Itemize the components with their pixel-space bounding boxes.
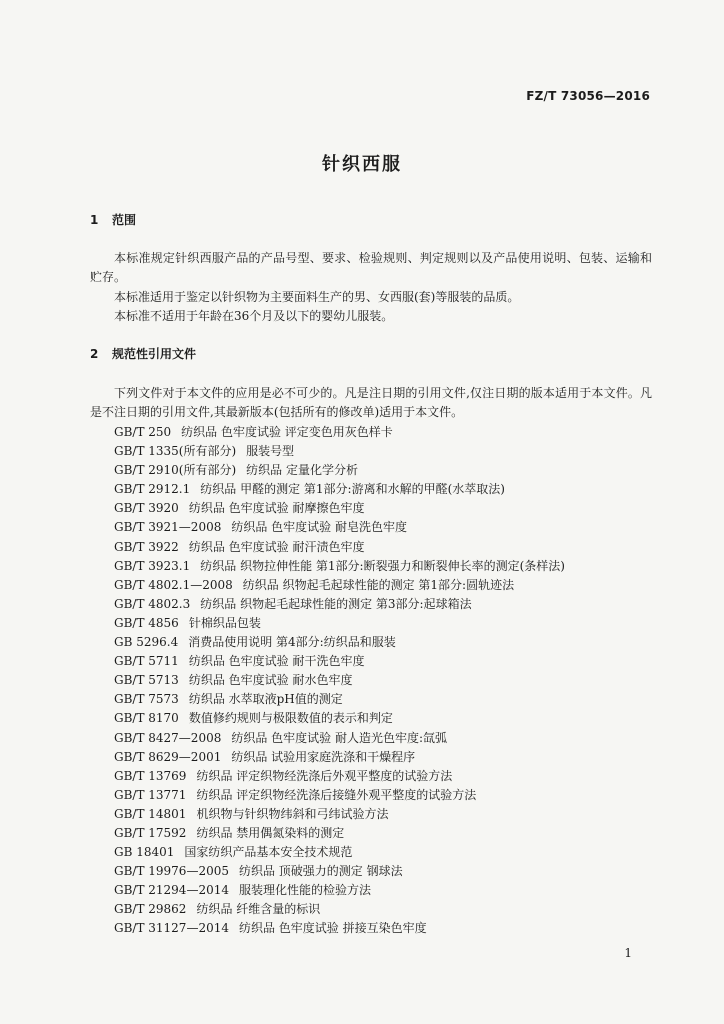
section-2-number: 2: [90, 347, 99, 361]
reference-code: GB/T 4856: [114, 615, 179, 630]
reference-title: 纺织品 试验用家庭洗涤和干燥程序: [231, 749, 416, 764]
reference-title: 纺织品 色牢度试验 拼接互染色牢度: [238, 921, 427, 936]
scope-paragraph-1: 本标准规定针织西服产品的产品号型、要求、检验规则、判定规则以及产品使用说明、包装、运输和贮存。: [90, 251, 652, 284]
reference-title: 纺织品 定量化学分析: [246, 463, 358, 478]
reference-item: [114, 576, 565, 595]
reference-code: GB/T 3923.1: [114, 558, 191, 573]
reference-title: 机织物与针织物纬斜和弓纬试验方法: [196, 806, 389, 821]
reference-item: [114, 824, 565, 843]
reference-title: 纺织品 色牢度试验 耐干洗色牢度: [188, 654, 365, 669]
reference-item: [114, 729, 565, 748]
scope-paragraph-3: 本标准不适用于年龄在36个月及以下的婴幼儿服装。: [114, 309, 394, 323]
reference-title: 纺织品 色牢度试验 耐汗渍色牢度: [188, 539, 365, 554]
reference-item: [114, 709, 565, 728]
reference-item: [114, 919, 565, 938]
reference-code: GB/T 21294—2014: [114, 883, 229, 898]
scope-paragraph-2: 本标准适用于鉴定以针织物为主要面料生产的男、女西服(套)等服装的品质。: [114, 290, 520, 304]
reference-item: [114, 442, 565, 461]
reference-title: 纺织品 纤维含量的标识: [196, 902, 321, 917]
reference-title: 消费品使用说明 第4部分:纺织品和服装: [188, 635, 396, 650]
reference-code: GB/T 17592: [114, 825, 187, 840]
document-title: 针织西服: [322, 154, 402, 175]
reference-item: [114, 423, 565, 442]
reference-title: 服装理化性能的检验方法: [238, 883, 371, 898]
reference-item: [114, 671, 565, 690]
reference-code: GB/T 5711: [114, 654, 179, 669]
reference-code: GB/T 7573: [114, 692, 179, 707]
reference-item: [114, 690, 565, 709]
reference-list: [114, 423, 565, 939]
reference-item: [114, 557, 565, 576]
reference-item: [114, 614, 565, 633]
reference-title: 纺织品 评定织物经洗涤后接缝外观平整度的试验方法: [196, 787, 477, 802]
reference-item: [114, 499, 565, 518]
reference-item: [114, 843, 565, 862]
reference-title: 纺织品 甲醛的测定 第1部分:游离和水解的甲醛(水萃取法): [200, 482, 505, 497]
reference-code: GB/T 31127—2014: [114, 921, 229, 936]
page-number: 1: [624, 946, 632, 960]
reference-item: [114, 786, 565, 805]
reference-title: 纺织品 色牢度试验 耐人造光色牢度:氙弧: [231, 730, 448, 745]
reference-item: [114, 538, 565, 557]
reference-title: 针棉织品包装: [188, 615, 261, 630]
reference-item: [114, 595, 565, 614]
reference-title: 服装号型: [246, 444, 295, 459]
reference-item: [114, 805, 565, 824]
reference-code: GB/T 19976—2005: [114, 864, 229, 879]
reference-code: GB/T 14801: [114, 806, 187, 821]
reference-code: GB/T 2910(所有部分): [114, 463, 237, 478]
reference-title: 纺织品 色牢度试验 耐摩擦色牢度: [188, 501, 365, 516]
reference-code: GB/T 13771: [114, 787, 187, 802]
reference-item: [114, 748, 565, 767]
reference-code: GB/T 5713: [114, 673, 179, 688]
reference-title: 纺织品 色牢度试验 耐水色牢度: [188, 673, 353, 688]
reference-item: [114, 518, 565, 537]
reference-title: 数值修约规则与极限数值的表示和判定: [188, 711, 393, 726]
reference-item: [114, 461, 565, 480]
standard-code: FZ/T 73056—2016: [526, 89, 650, 103]
reference-title: 纺织品 织物起毛起球性能的测定 第3部分:起球箱法: [200, 596, 472, 611]
reference-item: [114, 881, 565, 900]
reference-item: [114, 767, 565, 786]
reference-title: 纺织品 评定织物经洗涤后外观平整度的试验方法: [196, 768, 453, 783]
reference-code: GB/T 3922: [114, 539, 179, 554]
reference-title: 纺织品 顶破强力的测定 钢球法: [238, 864, 403, 879]
reference-code: GB 18401: [114, 845, 175, 860]
section-2-heading: [90, 345, 196, 362]
reference-code: GB/T 4802.1—2008: [114, 577, 233, 592]
reference-title: 国家纺织产品基本安全技术规范: [184, 845, 353, 860]
reference-title: 纺织品 水萃取液pH值的测定: [188, 692, 343, 707]
reference-code: GB 5296.4: [114, 635, 179, 650]
section-1-title: 范围: [112, 213, 137, 227]
reference-code: GB/T 29862: [114, 902, 187, 917]
section-2-title: 规范性引用文件: [112, 347, 197, 361]
reference-code: GB/T 8427—2008: [114, 730, 222, 745]
reference-code: GB/T 4802.3: [114, 596, 191, 611]
reference-title: 纺织品 色牢度试验 评定变色用灰色样卡: [181, 425, 393, 439]
reference-item: [114, 862, 565, 881]
reference-title: 纺织品 织物拉伸性能 第1部分:断裂强力和断裂伸长率的测定(条样法): [200, 558, 565, 573]
reference-code: GB/T 13769: [114, 768, 187, 783]
reference-code: GB/T 3921—2008: [114, 520, 222, 535]
reference-code: GB/T 8629—2001: [114, 749, 222, 764]
reference-title: 纺织品 禁用偶氮染料的测定: [196, 825, 345, 840]
reference-code: GB/T 1335(所有部分): [114, 444, 237, 459]
reference-title: 纺织品 色牢度试验 耐皂洗色牢度: [231, 520, 407, 535]
reference-item: [114, 633, 565, 652]
reference-code: GB/T 8170: [114, 711, 179, 726]
reference-code: GB/T 250: [114, 425, 172, 439]
references-intro: 下列文件对于本文件的应用是必不可少的。凡是注日期的引用文件,仅注日期的版本适用于本文件。凡是不注日期的引用文件,其最新版本(包括所有的修改单)适用于本文件。: [90, 386, 652, 419]
reference-item: [114, 480, 565, 499]
section-1-number: 1: [90, 213, 99, 227]
reference-item: [114, 652, 565, 671]
reference-item: [114, 900, 565, 919]
section-1-heading: [90, 211, 136, 228]
reference-title: 纺织品 织物起毛起球性能的测定 第1部分:圆轨迹法: [242, 577, 515, 592]
reference-code: GB/T 3920: [114, 501, 179, 516]
reference-code: GB/T 2912.1: [114, 482, 191, 497]
